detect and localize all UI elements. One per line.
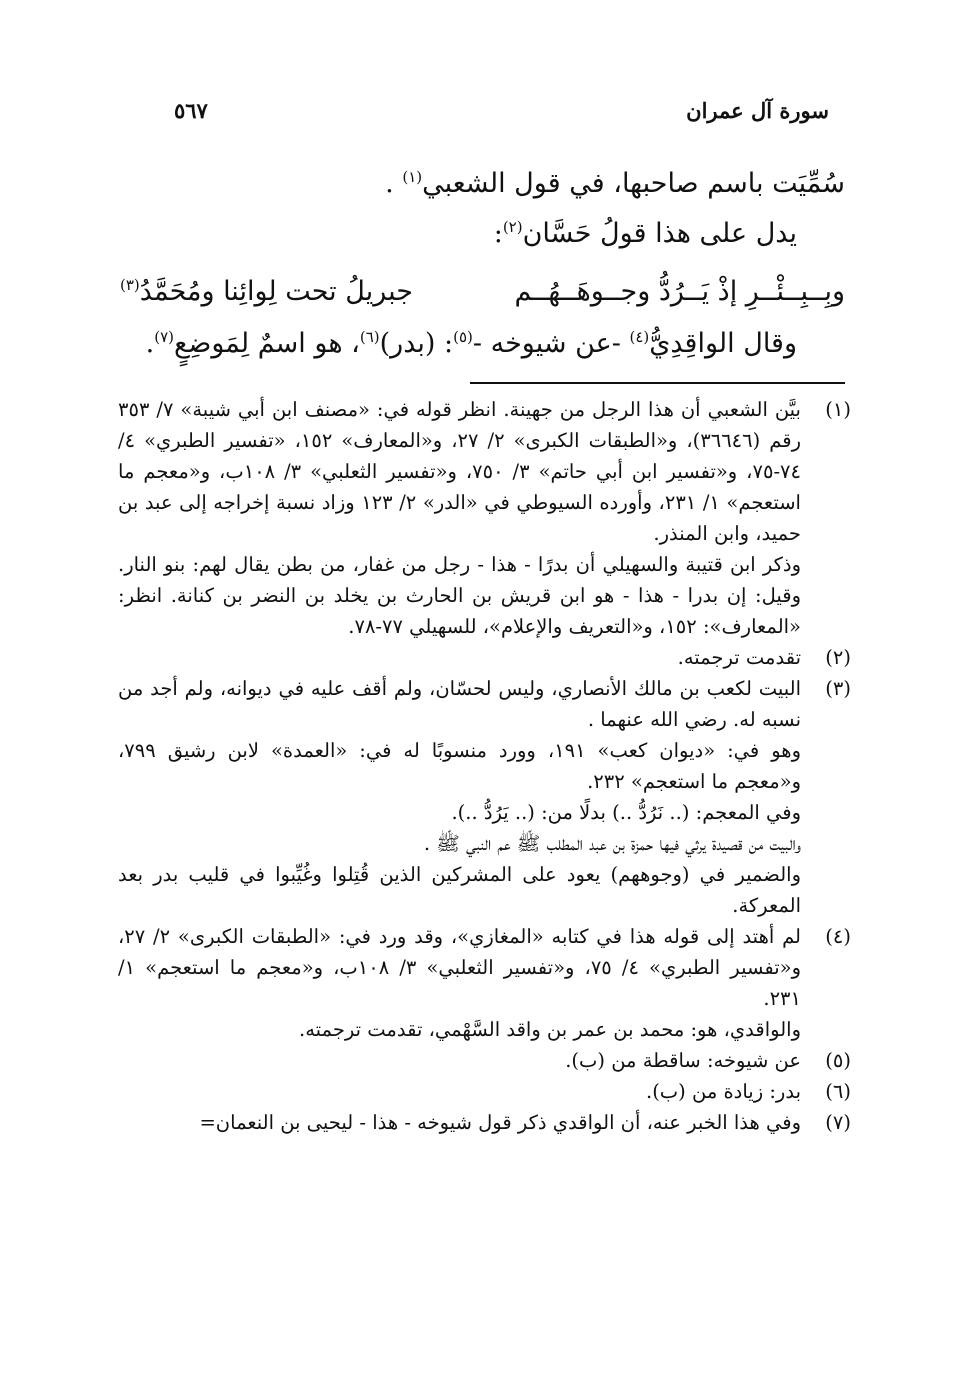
footnote-paragraph: لم أهتد إلى قوله هذا في كتابه «المغازي»، وقد ورد في: «الطبقات الكبرى» ٢/ ٢٧، و«تفسير الطبري» ٤/ ٧٥، و«تفسير الثعلبي» ٣/ ١٠٨ب، و«معجم ما استعجم» ١/ ٢٣١. — [118, 925, 801, 1010]
footnote-5 — [118, 1045, 851, 1076]
main-line-1: سُمِّيَت باسم صاحبها، في قول الشعبي$^{(١)}$ . — [385, 168, 845, 199]
footnote-paragraph: وفي هذا الخبر عنه، أن الواقدي ذكر قول شيوخه - هذا - ليحيى بن النعمان= — [199, 1111, 801, 1134]
main-line-4: وقال الواقِدِيُّ$^{(٤)}$ -عن شيوخه -$^{(٥)}$: (بدر)$^{(٦)}$، هو اسمٌ لِمَوضِعٍ$^{(٧)}$. — [145, 328, 797, 359]
surah-title: سورة آل عمران — [686, 98, 829, 123]
footnote-paragraph: تقدمت ترجمته. — [677, 646, 801, 669]
footnote-paragraph: والواقدي، هو: محمد بن عمر بن واقد السَّهْمي، تقدمت ترجمته. — [299, 1018, 801, 1041]
footnote-ref: (١) — [402, 168, 423, 186]
footnote-paragraph: بدر: زيادة من (ب). — [646, 1080, 801, 1103]
footnote-paragraph: وفي المعجم: (.. نَرُدُّ ..) بدلًا من: (.. يَرُدُّ ..). — [451, 801, 801, 824]
footnote-4 — [118, 921, 851, 1045]
footnote-paragraph: والضمير في (وجوههم) يعود على المشركين الذين قُتِلوا وغُيِّبوا في قليب بدر بعد المعركة. — [118, 863, 801, 917]
footnote-number: (٧) — [825, 1111, 851, 1134]
poetry-verse — [120, 276, 845, 308]
footnote-1 — [118, 394, 851, 642]
footnote-3 — [118, 673, 851, 921]
footnote-ref: (٤) — [629, 328, 650, 346]
footnote-ref: (٥) — [453, 328, 473, 346]
footnote-paragraph: عن شيوخه: ساقطة من (ب). — [565, 1049, 801, 1072]
footnote-ref: (٧) — [154, 328, 175, 346]
footnote-number: (١) — [825, 398, 851, 421]
footnote-number: (٣) — [825, 677, 851, 700]
footnote-ref: (٦) — [359, 328, 380, 346]
footnote-number: (٤) — [825, 925, 851, 948]
footnote-6 — [118, 1076, 851, 1107]
footnote-7 — [118, 1107, 851, 1138]
footnotes — [118, 394, 851, 1138]
main-line-2: يدل على هذا قولُ حَسَّان$^{(٢)}$: — [493, 218, 797, 249]
footnote-ref: (٣) — [120, 276, 140, 294]
footnote-paragraph: وهو في: «ديوان كعب» ١٩١، وورد منسوبًا له في: «العمدة» لابن رشيق ٧٩٩، و«معجم ما استعجم» ٢٣٢. — [118, 739, 801, 793]
verse-right-hemistich: وبِــبِــئْــرِ إذْ يَــرُدُّ وجــوهَــهُــم — [514, 276, 845, 307]
page-number: ٥٦٧ — [174, 98, 208, 123]
verse-left-hemistich: جبريلُ تحت لِوائِنا ومُحَمَّدُ$^{(٣)}$ — [120, 276, 413, 307]
footnote-number: (٦) — [825, 1080, 851, 1103]
footnote-paragraph: والبيت من قصيدة يرثي فيها حمزة بن عبد المطلب ﷺ عم النبي ﷺ . — [423, 832, 801, 855]
footnote-paragraph: البيت لكعب بن مالك الأنصاري، وليس لحسّان، ولم أقف عليه في ديوانه، ولم أجد من نسبه له. رضي الله عنهما . — [118, 677, 801, 731]
footnote-2 — [118, 642, 851, 673]
footnote-number: (٢) — [825, 646, 851, 669]
footnote-separator — [470, 382, 845, 384]
footnote-number: (٥) — [825, 1049, 851, 1072]
footnote-paragraph: بيَّن الشعبي أن هذا الرجل من جهينة. انظر قوله في: «مصنف ابن أبي شيبة» ٧/ ٣٥٣ رقم (٣٦٦٤٦)، و«الطبقات الكبرى» ٢/ ٢٧، و«المعارف» ١٥٢، «تفسير الطبري» ٤/ ٧٤-٧٥، و«تفسير ابن أبي حاتم» ٣/ ٧٥٠، و«تفسير الثعلبي» ٣/ ١٠٨ب، و«معجم ما استعجم» ١/ ٢٣١، وأورده السيوطي في «الدر» ٢/ ١٢٣ وزاد نسبة إخراجه إلى عبد بن حميد، وابن المنذر. — [118, 398, 801, 545]
footnote-ref: (٢) — [502, 218, 523, 236]
footnote-paragraph: وذكر ابن قتيبة والسهيلي أن بدرًا - هذا - رجل من غفار، من بطن يقال لهم: بنو النار. وقيل: إن بدرا - هذا - هو ابن قريش بن الحارث بن يخلد بن النضر بن كنانة. انظر: «المعارف»: ١٥٢، و«التعريف والإعلام»، للسهيلي ٧٧-٧٨. — [118, 553, 801, 638]
